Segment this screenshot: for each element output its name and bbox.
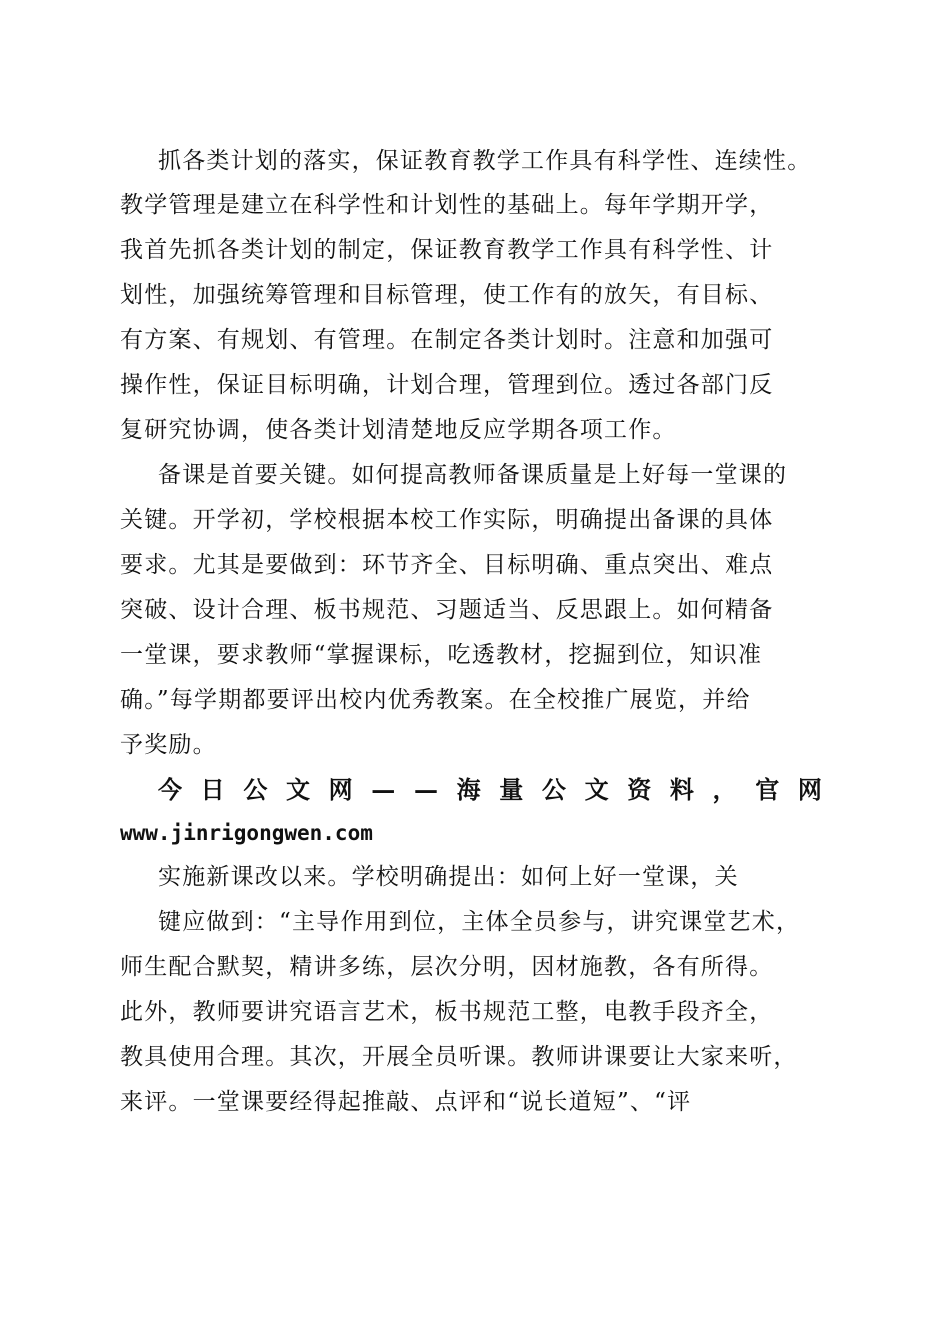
paragraph-2-line-1: 备课是首要关键。如何提高教师备课质量是上好每一堂课的 bbox=[158, 462, 788, 488]
paragraph-3-line-3: 师生配合默契，精讲多练，层次分明，因材施教，各有所得。 bbox=[120, 954, 774, 980]
watermark-char: 今 bbox=[158, 775, 182, 804]
paragraph-2-line-7: 予奖励。 bbox=[120, 732, 217, 758]
watermark-char: 文 bbox=[285, 775, 310, 804]
watermark-char: — bbox=[413, 775, 438, 804]
paragraph-2-line-5: 一堂课，要求教师“掌握课标，吃透教材，挖掘到位，知识准 bbox=[120, 642, 763, 668]
paragraph-3-line-5: 教具使用合理。其次，开展全员听课。教师讲课要让大家来听， bbox=[120, 1044, 798, 1070]
watermark-char: 海 bbox=[456, 775, 481, 804]
watermark-char: 网 bbox=[797, 775, 822, 804]
paragraph-1-line-3: 我首先抓各类计划的制定，保证教育教学工作具有科学性、计 bbox=[120, 237, 774, 263]
paragraph-2-line-3: 要求。尤其是要做到：环节齐全、目标明确、重点突出、难点 bbox=[120, 552, 774, 578]
watermark-heading bbox=[158, 775, 822, 805]
paragraph-1-line-5: 有方案、有规划、有管理。在制定各类计划时。注意和加强可 bbox=[120, 327, 774, 353]
watermark-char: 资 bbox=[627, 775, 652, 804]
paragraph-2-line-4: 突破、设计合理、板书规范、习题适当、反思跟上。如何精备 bbox=[120, 597, 774, 623]
paragraph-1-line-7: 复研究协调，使各类计划清楚地反应学期各项工作。 bbox=[120, 417, 677, 443]
paragraph-2-line-2: 关键。开学初，学校根据本校工作实际，明确提出备课的具体 bbox=[120, 507, 774, 533]
watermark-char: 公 bbox=[243, 775, 268, 804]
paragraph-1-line-1: 抓各类计划的落实，保证教育教学工作具有科学性、连续性。 bbox=[158, 148, 812, 174]
watermark-char: 公 bbox=[541, 775, 566, 804]
watermark-char: 文 bbox=[584, 775, 609, 804]
watermark-char: 网 bbox=[328, 775, 353, 804]
watermark-char: 日 bbox=[200, 775, 225, 804]
paragraph-1-line-2: 教学管理是建立在科学性和计划性的基础上。每年学期开学， bbox=[120, 192, 774, 218]
paragraph-1-line-4: 划性，加强统筹管理和目标管理，使工作有的放矢，有目标、 bbox=[120, 282, 774, 308]
paragraph-2-line-6: 确。”每学期都要评出校内优秀教案。在全校推广展览，并给 bbox=[120, 687, 751, 713]
paragraph-3-line-2: 键应做到：“主导作用到位，主体全员参与，讲究课堂艺术， bbox=[158, 909, 801, 935]
paragraph-1-line-6: 操作性，保证目标明确，计划合理，管理到位。透过各部门反 bbox=[120, 372, 774, 398]
paragraph-3-line-6: 来评。一堂课要经得起推敲、点评和“说长道短”、“评 bbox=[120, 1089, 692, 1115]
watermark-char: 量 bbox=[499, 775, 524, 804]
paragraph-3-line-1: 实施新课改以来。学校明确提出：如何上好一堂课，关 bbox=[158, 864, 739, 890]
watermark-char: 料 bbox=[669, 775, 694, 804]
paragraph-3-line-4: 此外，教师要讲究语言艺术，板书规范工整，电教手段齐全， bbox=[120, 999, 774, 1025]
watermark-char: 官 bbox=[755, 775, 780, 804]
watermark-url: www.jinrigongwen.com bbox=[120, 821, 373, 845]
watermark-char: ， bbox=[712, 775, 737, 804]
watermark-char: — bbox=[371, 775, 396, 804]
